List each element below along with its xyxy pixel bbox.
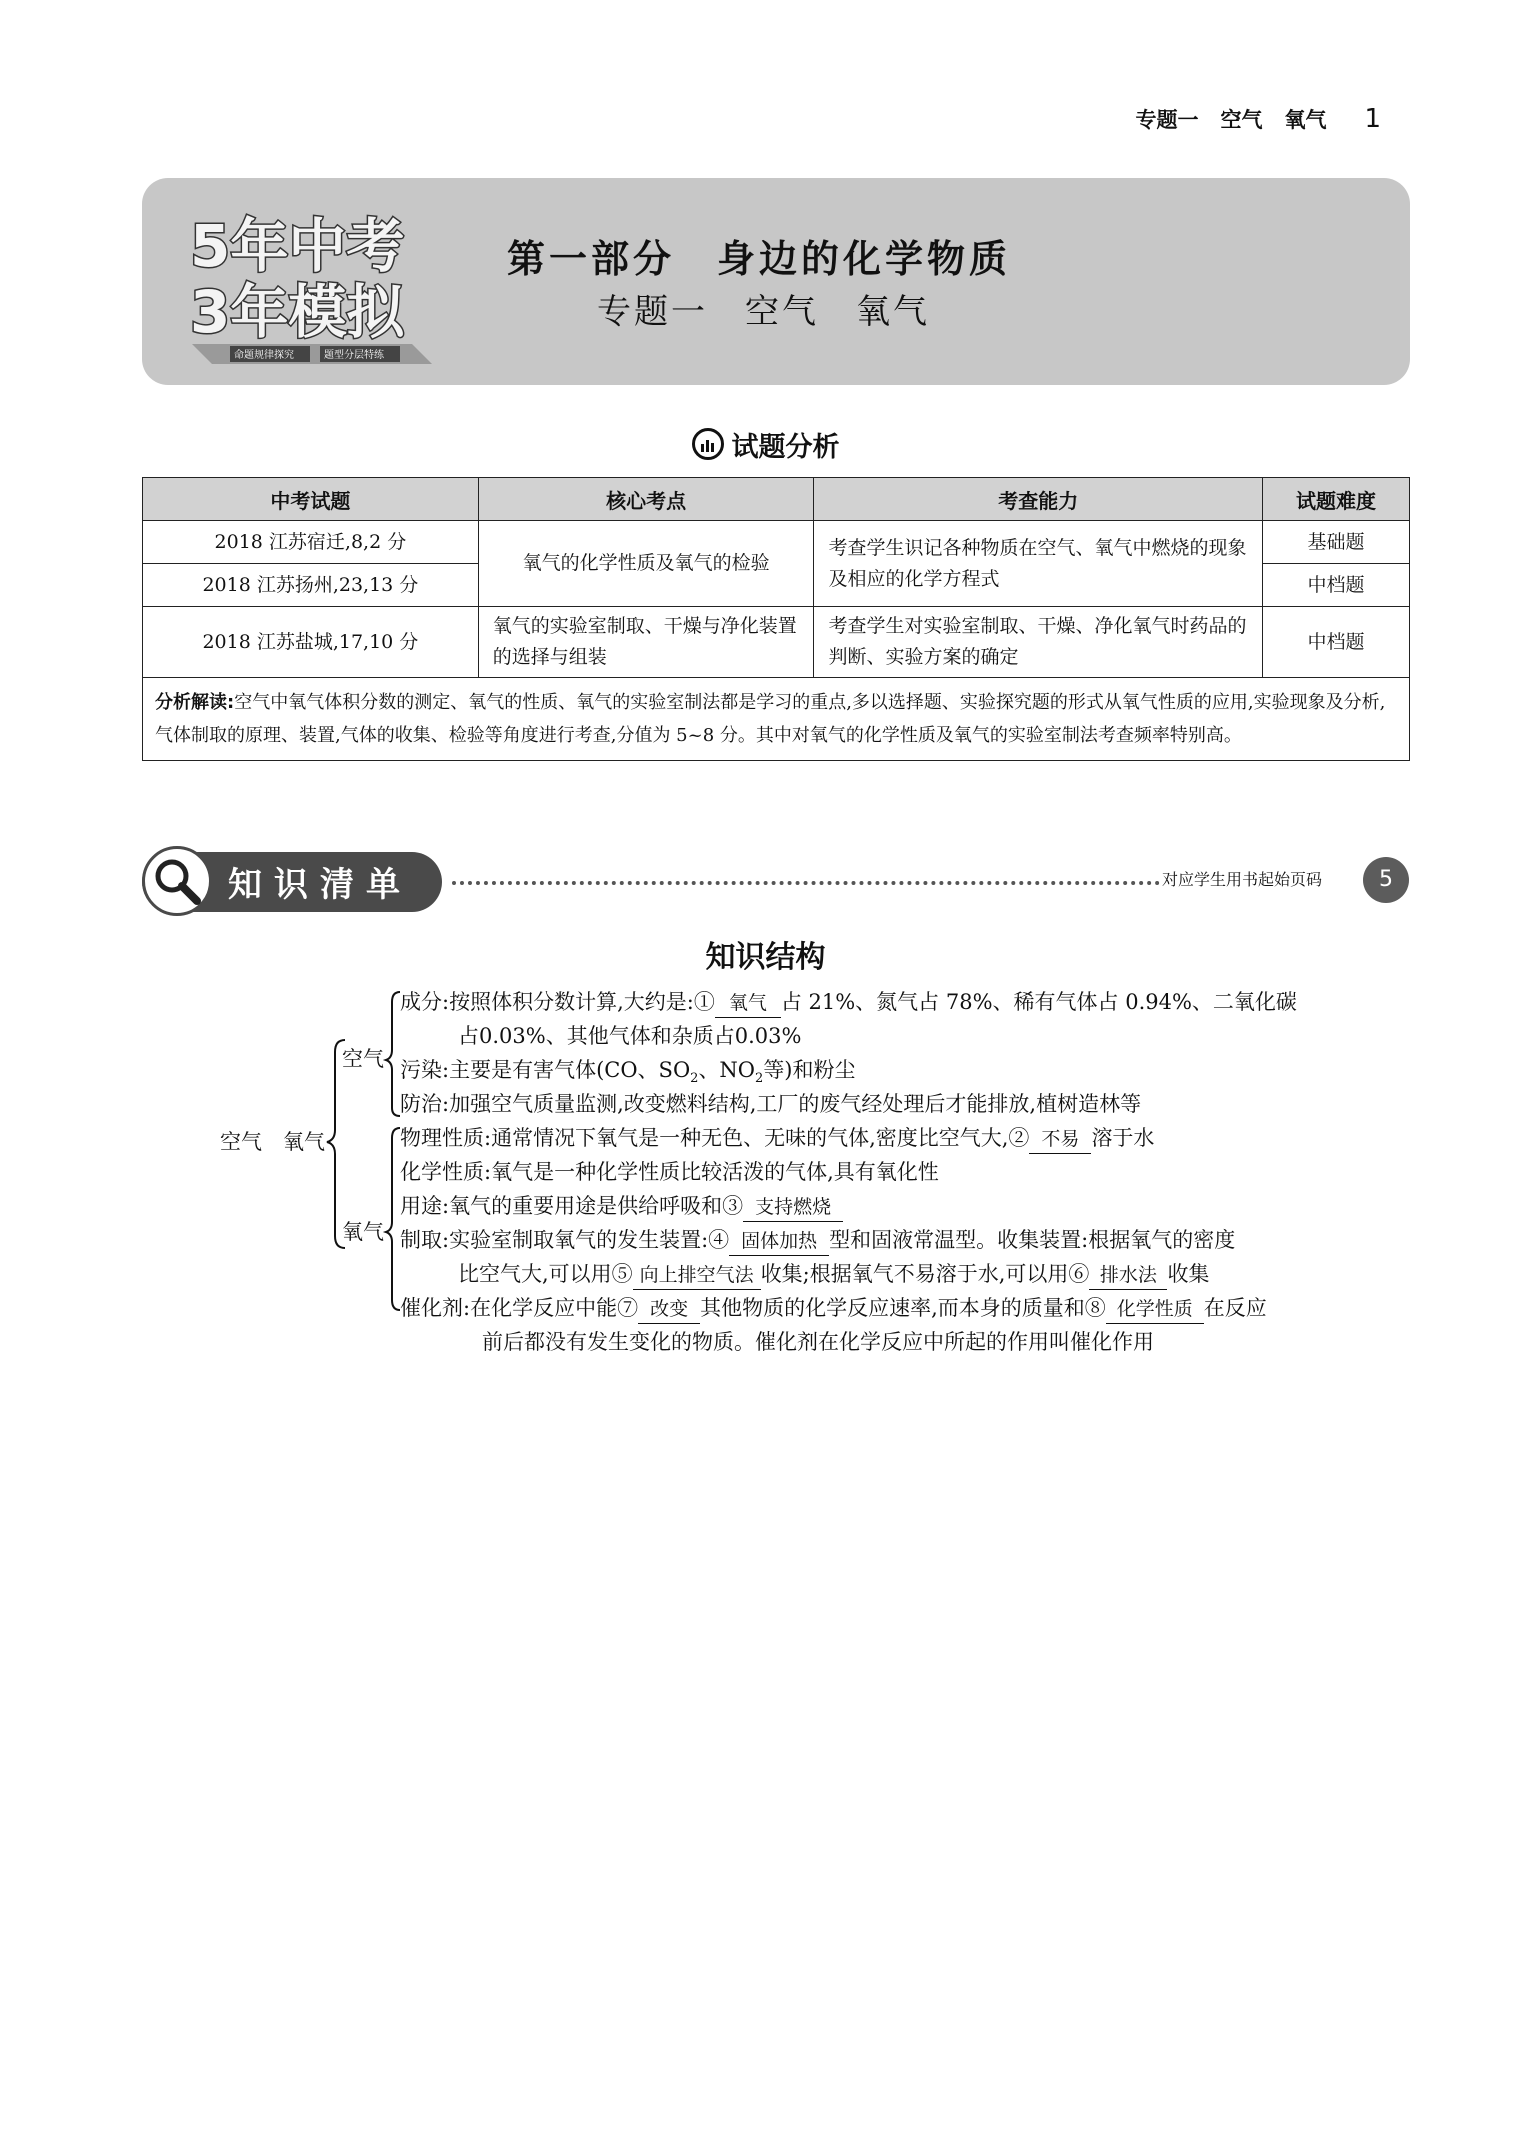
structure-line-prevention: 防治:加强空气质量监测,改变燃料结构,工厂的废气经处理后才能排放,植树造林等 — [400, 1092, 1142, 1116]
answer-blank: 排水法 — [1089, 1261, 1167, 1290]
structure-line-uses: 用途:氧气的重要用途是供给呼吸和③ 支持燃烧 — [400, 1192, 843, 1222]
structure-line-pollution: 污染:主要是有害气体(CO、$SO_2$、$NO_2$等)和粉尘 — [400, 1058, 856, 1087]
structure-line-physical: 物理性质:通常情况下氧气是一种无色、无味的气体,密度比空气大,② 不易 溶于水 — [400, 1124, 1154, 1154]
exam-cell: 2018 江苏盐城,17,10 分 — [143, 607, 479, 678]
structure-line-chemical: 化学性质:氧气是一种化学性质比较活泼的气体,具有氧化性 — [400, 1160, 939, 1184]
start-page-badge: 5 — [1363, 857, 1409, 903]
oxygen-branch-label: 氧气 — [342, 1220, 384, 1244]
answer-blank: 化学性质 — [1106, 1295, 1204, 1324]
structure-line-composition: 成分:按照体积分数计算,大约是:① 氧气 占 21%、氮气占 78%、稀有气体占 0.94%、二氧化碳 — [400, 988, 1297, 1018]
air-branch-label: 空气 — [342, 1047, 384, 1071]
answer-blank: 向上排空气法 — [633, 1261, 761, 1290]
structure-line-catalyst-cont: 前后都没有发生变化的物质。催化剂在化学反应中所起的作用叫催化作用 — [482, 1330, 1154, 1354]
answer-blank: 氧气 — [715, 989, 781, 1018]
answer-blank: 改变 — [638, 1295, 700, 1324]
core-point-cell: 氧气的实验室制取、干燥与净化装置的选择与组装 — [478, 607, 814, 678]
answer-blank: 不易 — [1029, 1125, 1091, 1154]
exam-cell: 2018 江苏扬州,23,13 分 — [143, 564, 479, 607]
page-number: 1 — [1364, 104, 1381, 134]
root-label: 空气 氧气 — [220, 1130, 325, 1154]
header-topic: 专题一 — [1135, 108, 1199, 132]
column-header: 试题难度 — [1263, 478, 1410, 521]
structure-line-composition-cont: 占0.03%、其他气体和杂质占0.03% — [458, 1024, 802, 1048]
start-page-note: 对应学生用书起始页码 — [1162, 870, 1323, 889]
answer-blank: 支持燃烧 — [743, 1193, 843, 1222]
ability-cell: 考查学生识记各种物质在空气、氧气中燃烧的现象及相应的化学方程式 — [814, 521, 1263, 607]
core-point-cell: 氧气的化学性质及氧气的检验 — [478, 521, 814, 607]
svg-text:5年中考: 5年中考 — [190, 212, 405, 280]
column-header: 中考试题 — [143, 478, 479, 521]
header-oxygen: 氧气 — [1284, 108, 1327, 132]
analysis-heading-text: 试题分析 — [731, 432, 840, 463]
difficulty-cell: 基础题 — [1263, 521, 1410, 564]
structure-line-catalyst: 催化剂:在化学反应中能⑦ 改变 其他物质的化学反应速率,而本身的质量和⑧ 化学性质 在反应 — [400, 1294, 1267, 1324]
header-air: 空气 — [1220, 108, 1263, 132]
note-text: 空气中氧气体积分数的测定、氧气的性质、氧气的实验室制法都是学习的重点,多以选择题、实验探究题的形式从氧气性质的应用,实验现象及分析,气体制取的原理、装置,气体的收集、检验等角度进行考查,分值为 5~8 分。其中对氧气的化学性质及氧气的实验室制法考查频率特别高。 — [155, 692, 1386, 746]
structure-line-collection: 比空气大,可以用⑤ 向上排空气法 收集;根据氧气不易溶于水,可以用⑥ 排水法 收集 — [458, 1260, 1209, 1290]
ability-cell: 考查学生对实验室制取、干燥、净化氧气时药品的判断、实验方案的确定 — [814, 607, 1263, 678]
column-header: 考查能力 — [814, 478, 1263, 521]
difficulty-cell: 中档题 — [1263, 564, 1410, 607]
part-title: 第一部分 身边的化学物质 — [507, 237, 1012, 281]
difficulty-cell: 中档题 — [1263, 607, 1410, 678]
structure-line-preparation: 制取:实验室制取氧气的发生装置:④ 固体加热 型和固液常温型。收集装置:根据氧气的密度 — [400, 1226, 1235, 1256]
answer-blank: 固体加热 — [729, 1227, 829, 1256]
svg-text:3年模拟: 3年模拟 — [190, 278, 405, 346]
svg-text:命题规律探究: 命题规律探究 — [234, 350, 294, 361]
topic-subtitle: 专题一 空气 氧气 — [597, 292, 930, 332]
exam-cell: 2018 江苏宿迁,8,2 分 — [143, 521, 479, 564]
structure-heading: 知识结构 — [705, 940, 826, 975]
note-label: 分析解读: — [155, 692, 235, 713]
knowledge-list-title: 知识清单 — [228, 865, 412, 905]
column-header: 核心考点 — [478, 478, 814, 521]
svg-text:题型分层特练: 题型分层特练 — [324, 350, 384, 361]
